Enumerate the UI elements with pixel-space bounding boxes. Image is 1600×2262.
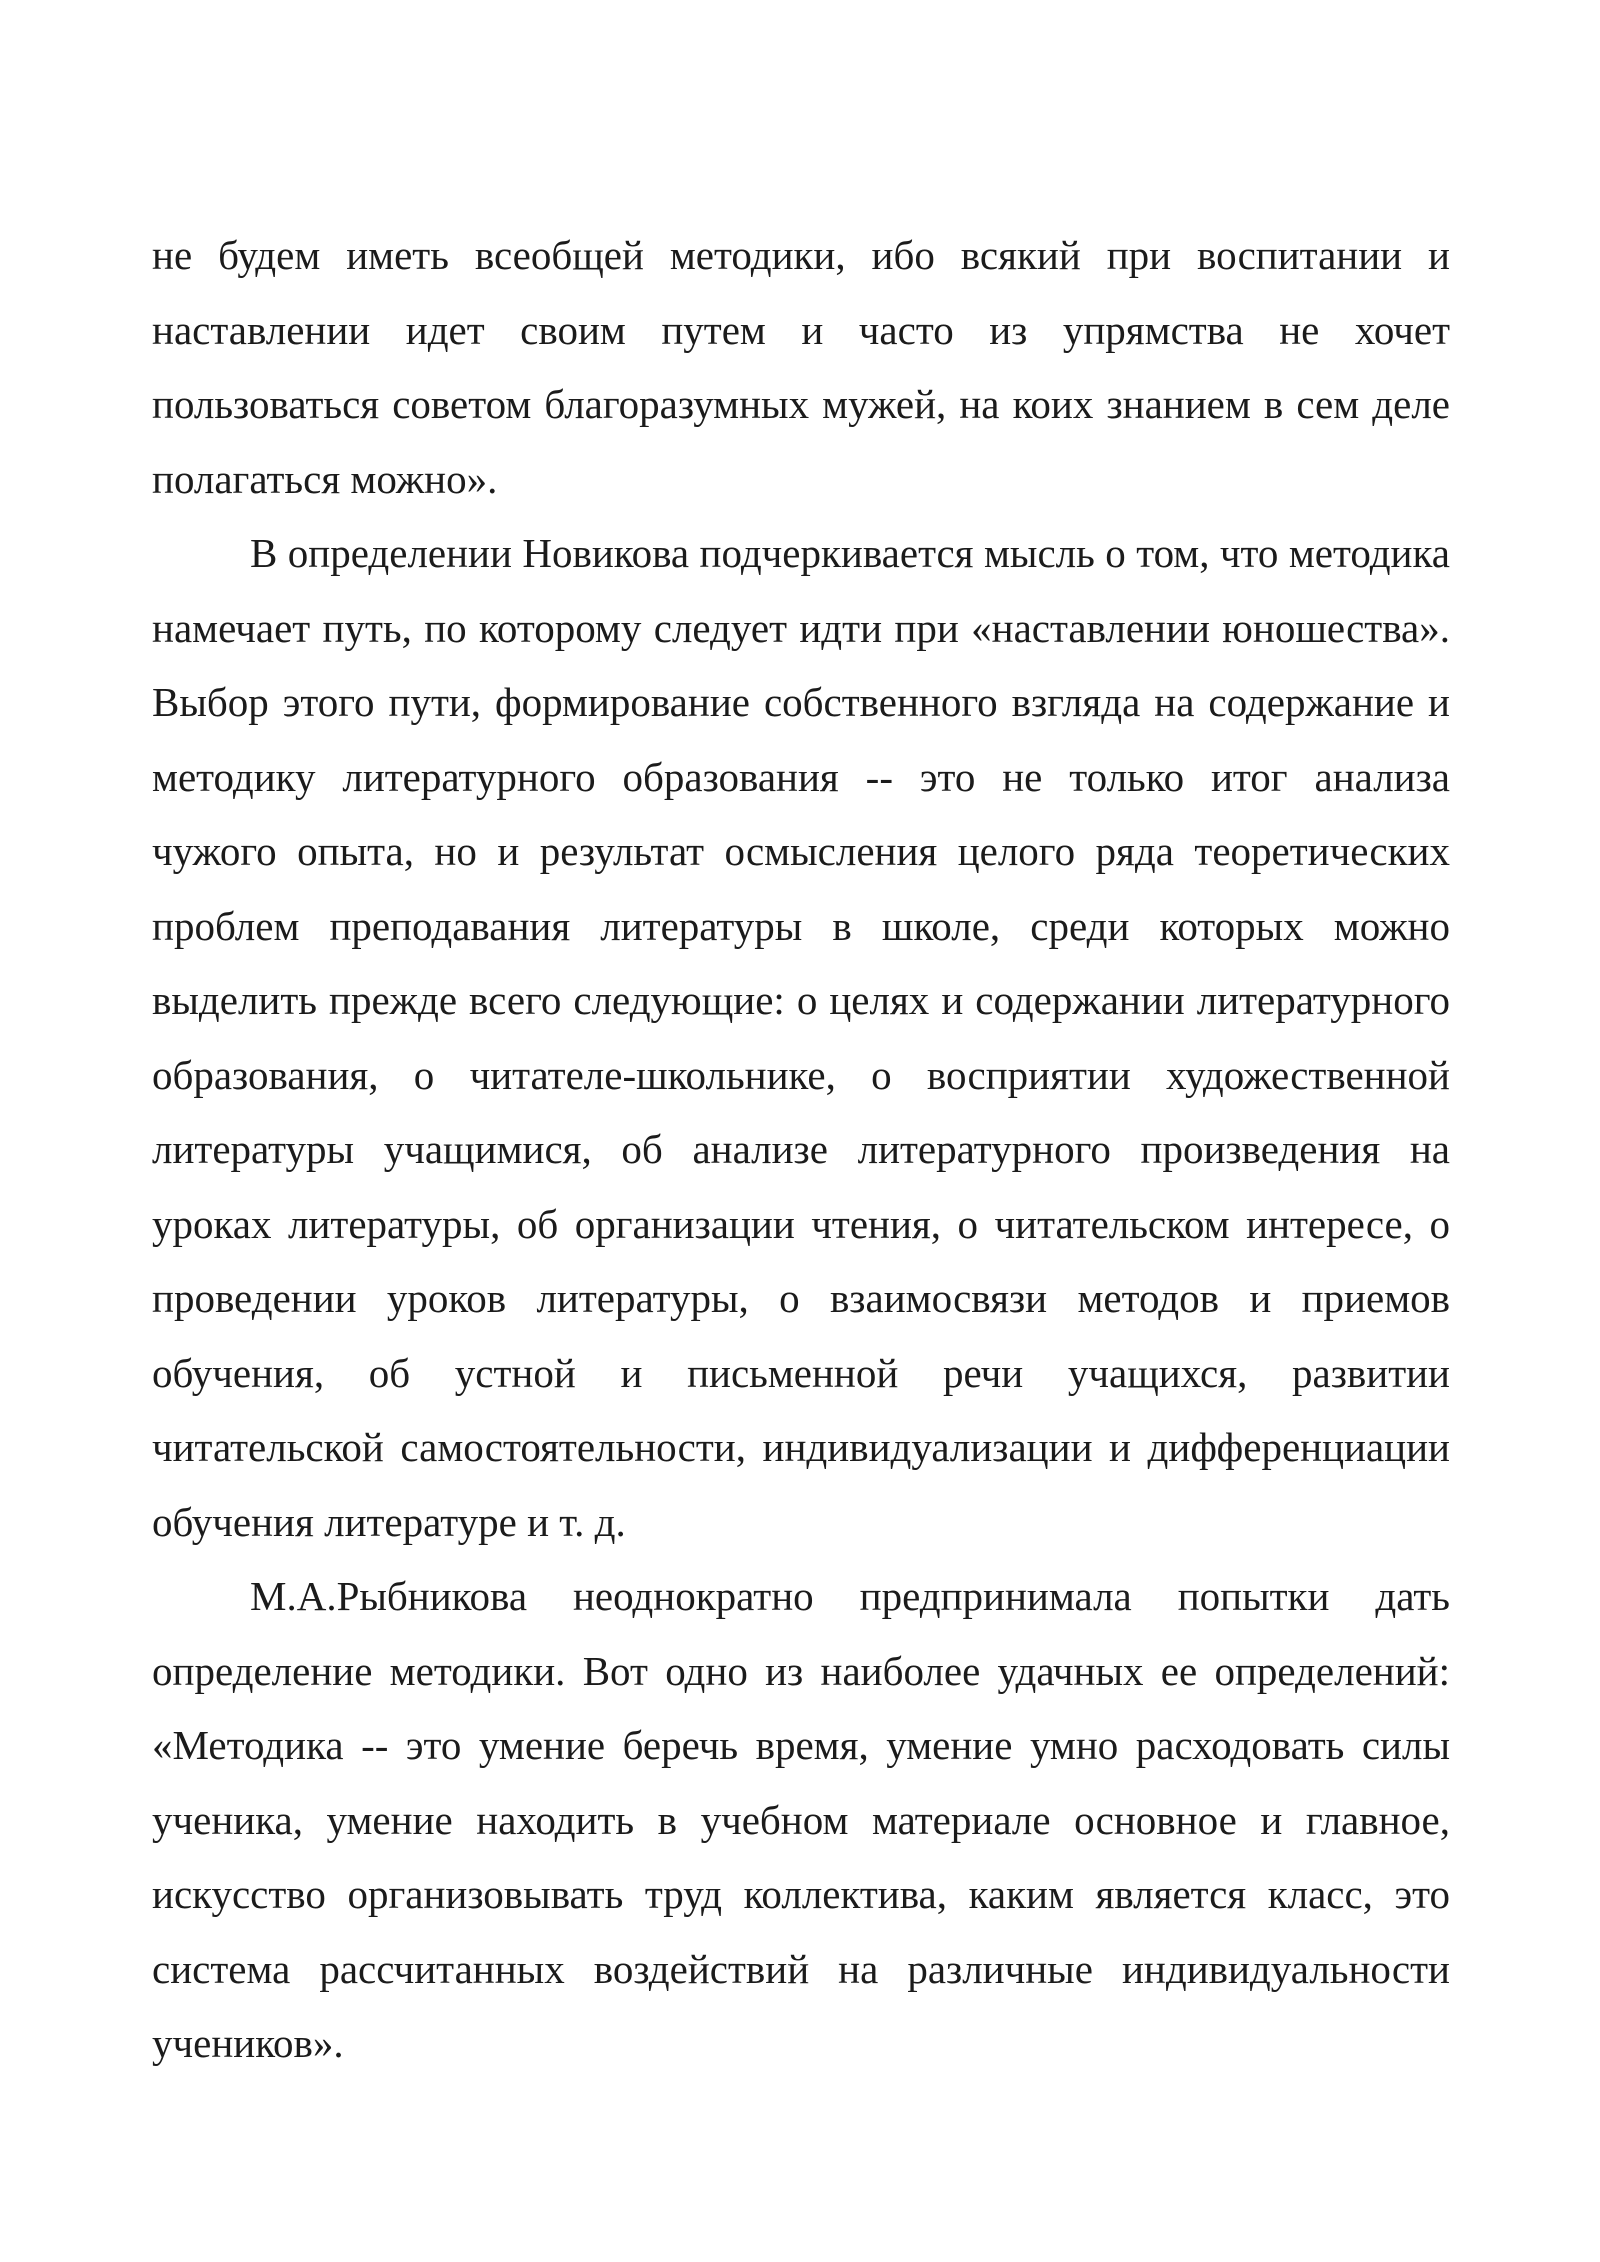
paragraph-continuation: не будем иметь всеобщей методики, ибо всякий при воспитании и наставлении идет своим путем и часто из упрямства не хочет пользоваться советом благоразумных мужей, на коих знанием в сем деле полагаться можно».: [152, 232, 1450, 502]
body-text: [152, 218, 1450, 2081]
paragraph-rybnikova-definition: М.А.Рыбникова неоднократно предпринимала попытки дать определение методики. Вот одно из наиболее удачных ее определений: «Методика -- это умение беречь время, умение умно расходовать силы ученика, умение находить в учебном материале основное и главное, искусство организовывать труд коллектива, каким является класс, это система рассчитанных воздействий на различные индивидуальности учеников».: [152, 1573, 1450, 2066]
paragraph-novikov-definition: В определении Новикова подчеркивается мысль о том, что методика намечает путь, по которому следует идти при «наставлении юношества». Выбор этого пути, формирование собственного взгляда на содержание и методику литературного образования -- это не только итог анализа чужого опыта, но и результат осмысления целого ряда теоретических проблем преподавания литературы в школе, среди которых можно выделить прежде всего следующие: о целях и содержании литературного образования, о читателе-школьнике, о восприятии художественной литературы учащимися, об анализе литературного произведения на уроках литературы, об организации чтения, о читательском интересе, о проведении уроков литературы, о взаимосвязи методов и приемов обучения, об устной и письменной речи учащихся, развитии читательской самостоятельности, индивидуализации и дифференциации обучения литературе и т. д.: [152, 530, 1450, 1545]
